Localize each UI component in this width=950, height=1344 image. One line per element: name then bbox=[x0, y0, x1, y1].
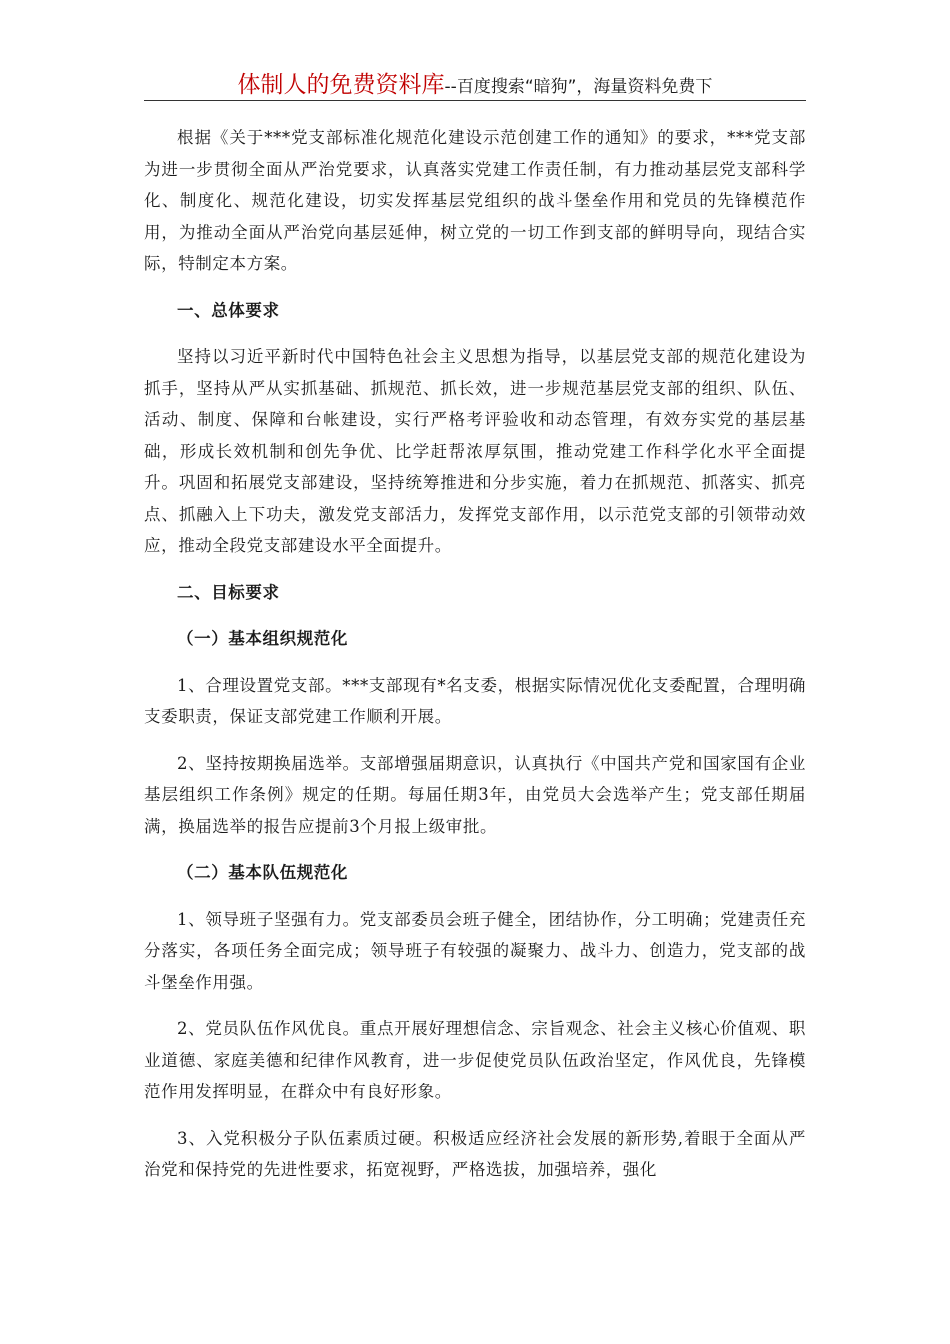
subsection-2-heading: （二）基本队伍规范化 bbox=[177, 863, 348, 882]
subsection-1-item-1: 1、合理设置党支部。***支部现有*名支委，根据实际情况优化支委配置，合理明确支委职责，保证支部党建工作顺利开展。 bbox=[144, 675, 806, 726]
subsection-2-item-1: 1、领导班子坚强有力。党支部委员会班子健全，团结协作，分工明确；党建责任充分落实，各项任务全面完成；领导班子有较强的凝聚力、战斗力、创造力，党支部的战斗堡垒作用强。 bbox=[144, 909, 806, 992]
subsection-2-item-2: 2、党员队伍作风优良。重点开展好理想信念、宗旨观念、社会主义核心价值观、职业道德、家庭美德和纪律作风教育，进一步促使党员队伍政治坚定，作风优良，先锋模范作用发挥明显，在群众中有良好形象。 bbox=[144, 1019, 806, 1101]
section-1-paragraph: 坚持以习近平新时代中国特色社会主义思想为指导，以基层党支部的规范化建设为抓手，坚持从严从实抓基础、抓规范、抓长效，进一步规范基层党支部的组织、队伍、活动、制度、保障和台帐建设，实行严格考评验收和动态管理，有效夯实党的基层基础，形成长效机制和创先争优、比学赶帮浓厚氛围，推动党建工作科学化水平全面提升。巩固和拓展党支部建设，坚持统筹推进和分步实施，着力在抓规范、抓落实、抓亮点、抓融入上下功夫，激发党支部活力，发挥党支部作用，以示范党支部的引领带动效应，推动全段党支部建设水平全面提升。 bbox=[144, 347, 806, 555]
section-1-heading: 一、总体要求 bbox=[177, 300, 280, 320]
subsection-2-item-3: 3、入党积极分子队伍素质过硬。积极适应经济社会发展的新形势,着眼于全面从严治党和保持党的先进性要求，拓宽视野，严格选拔，加强培养，强化 bbox=[144, 1128, 806, 1179]
header-brand: 体制人的免费资料库 bbox=[237, 72, 445, 98]
document-body bbox=[144, 122, 806, 1201]
header-tagline: --百度搜索“暗狗”，海量资料免费下 bbox=[444, 77, 713, 97]
subsection-1-item-2: 2、坚持按期换届选举。支部增强届期意识，认真执行《中国共产党和国家国有企业基层组织工作条例》规定的任期。每届任期3年，由党员大会选举产生；党支部任期届满，换届选举的报告应提前3个月报上级审批。 bbox=[144, 753, 806, 836]
intro-paragraph: 根据《关于***党支部标准化规范化建设示范创建工作的通知》的要求，***党支部为进一步贯彻全面从严治党要求，认真落实党建工作责任制，有力推动基层党支部科学化、制度化、规范化建设，切实发挥基层党组织的战斗堡垒作用和党员的先锋模范作用，为推动全面从严治党向基层延伸，树立党的一切工作到支部的鲜明导向，现结合实际，特制定本方案。 bbox=[144, 128, 806, 273]
section-2-heading: 二、目标要求 bbox=[177, 582, 280, 602]
page-header bbox=[144, 66, 806, 101]
subsection-1-heading: （一）基本组织规范化 bbox=[177, 629, 348, 648]
